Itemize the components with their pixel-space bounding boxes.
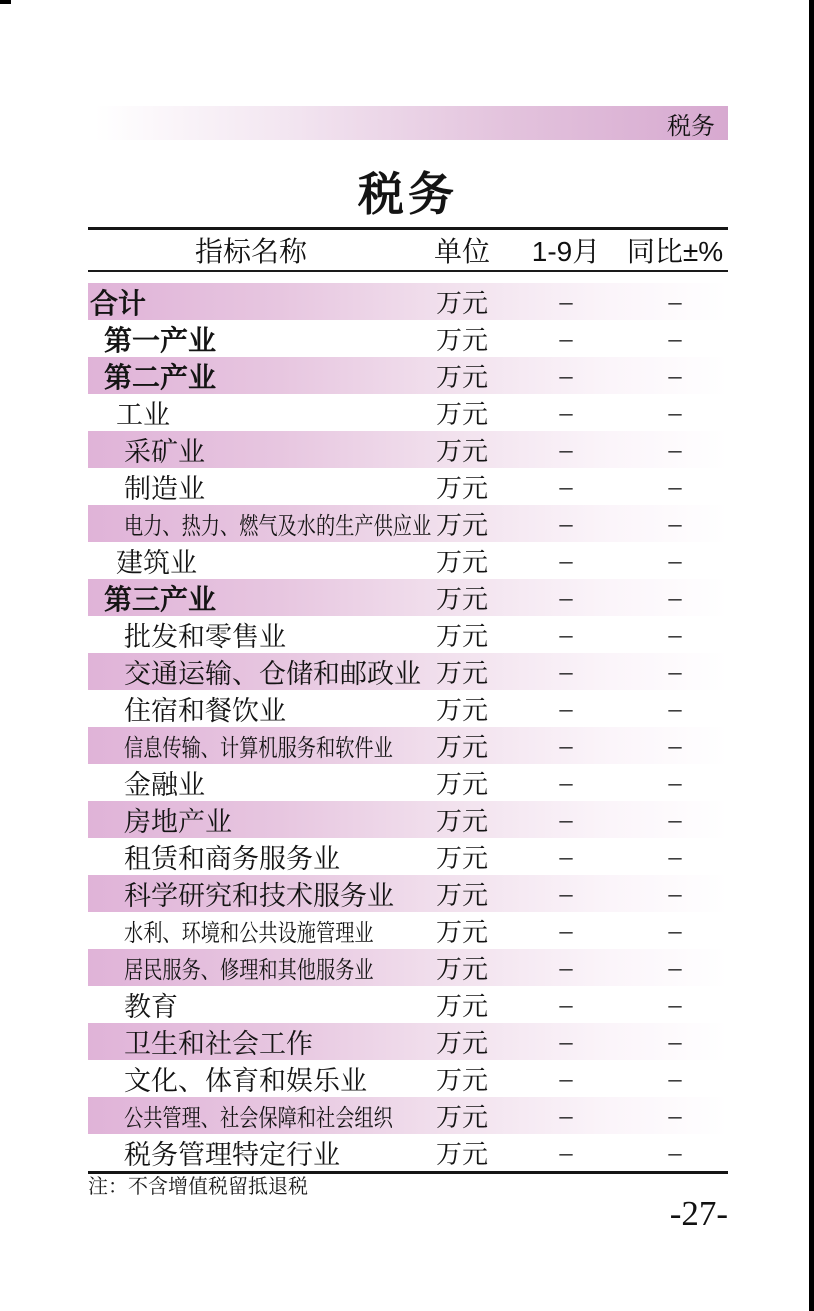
row-unit: 万元 — [435, 1103, 488, 1132]
table-row — [88, 394, 728, 431]
table-body — [88, 283, 728, 1171]
table-row — [88, 653, 728, 690]
statistics-table — [88, 227, 728, 1174]
row-value: – — [559, 989, 573, 1019]
row-label — [88, 874, 414, 913]
column-header-unit: 单位 — [433, 236, 490, 267]
row-label — [88, 1098, 414, 1133]
table-row — [88, 1097, 728, 1134]
row-yoy: – — [668, 360, 682, 390]
row-yoy: – — [668, 471, 682, 501]
row-value: – — [559, 471, 573, 501]
row-yoy: – — [668, 323, 682, 353]
row-label — [88, 800, 414, 839]
scan-artifact-right-edge — [809, 0, 814, 1311]
row-label-text: 租赁和商务服务业 — [124, 844, 340, 874]
row-value: – — [559, 1026, 573, 1056]
row-label — [88, 763, 414, 802]
row-value: – — [559, 360, 573, 390]
row-value: – — [559, 693, 573, 723]
row-label — [88, 913, 414, 948]
row-yoy: – — [668, 804, 682, 834]
row-yoy: – — [668, 545, 682, 575]
row-yoy: – — [668, 841, 682, 871]
row-value: – — [559, 878, 573, 908]
row-value: – — [559, 619, 573, 649]
row-label-text: 第一产业 — [104, 324, 217, 356]
row-value: – — [559, 915, 573, 945]
row-yoy: – — [668, 693, 682, 723]
row-yoy: – — [668, 1100, 682, 1130]
row-unit: 万元 — [435, 807, 488, 836]
row-unit: 万元 — [435, 400, 488, 429]
table-row — [88, 1023, 728, 1060]
row-yoy: – — [668, 619, 682, 649]
row-unit: 万元 — [435, 696, 488, 725]
row-value: – — [559, 656, 573, 686]
row-unit: 万元 — [435, 844, 488, 873]
table-row — [88, 1134, 728, 1171]
row-label — [88, 985, 414, 1024]
table-row — [88, 949, 728, 986]
row-label-text: 工业 — [116, 400, 170, 430]
row-yoy: – — [668, 989, 682, 1019]
row-unit: 万元 — [435, 881, 488, 910]
table-row — [88, 431, 728, 468]
row-label — [88, 1022, 414, 1061]
row-label-text: 电力、热力、燃气及水的生产供应业 — [124, 514, 432, 540]
row-label-text: 金融业 — [124, 770, 205, 800]
row-unit: 万元 — [435, 1140, 488, 1169]
row-label — [88, 728, 414, 763]
row-unit: 万元 — [435, 1029, 488, 1058]
row-unit: 万元 — [435, 511, 488, 540]
row-label-text: 住宿和餐饮业 — [124, 696, 286, 726]
row-value: – — [559, 286, 573, 316]
row-unit: 万元 — [435, 548, 488, 577]
row-unit: 万元 — [435, 585, 488, 614]
row-label-text: 税务管理特定行业 — [124, 1140, 340, 1170]
row-label-text: 居民服务、修理和其他服务业 — [124, 958, 374, 984]
row-unit: 万元 — [435, 955, 488, 984]
row-value: – — [559, 1063, 573, 1093]
row-label — [88, 356, 414, 396]
table-row — [88, 283, 728, 320]
row-unit: 万元 — [435, 918, 488, 947]
table-row — [88, 764, 728, 801]
table-row — [88, 912, 728, 949]
row-value: – — [559, 1137, 573, 1167]
table-row — [88, 1060, 728, 1097]
scan-artifact-corner — [0, 0, 11, 4]
row-label — [88, 837, 414, 876]
table-row — [88, 320, 728, 357]
table-row — [88, 542, 728, 579]
row-label-text: 合计 — [90, 287, 147, 319]
row-value: – — [559, 508, 573, 538]
table-row — [88, 838, 728, 875]
row-label-text: 房地产业 — [124, 807, 232, 837]
row-value: – — [559, 1100, 573, 1130]
row-label — [88, 652, 421, 691]
row-unit: 万元 — [435, 363, 488, 392]
row-unit: 万元 — [435, 770, 488, 799]
row-value: – — [559, 767, 573, 797]
row-label-text: 文化、体育和娱乐业 — [124, 1066, 367, 1096]
row-label-text: 第三产业 — [104, 583, 217, 615]
row-label-text: 科学研究和技术服务业 — [124, 881, 394, 911]
row-yoy: – — [668, 878, 682, 908]
section-banner-label: 税务 — [667, 112, 715, 140]
table-row — [88, 357, 728, 394]
row-yoy: – — [668, 286, 682, 316]
page-title: 税务 — [358, 169, 458, 220]
row-label-text: 第二产业 — [104, 361, 217, 393]
column-header-yoy: 同比±% — [626, 236, 724, 267]
row-label-text: 卫生和社会工作 — [124, 1029, 313, 1059]
row-label — [88, 578, 414, 618]
row-label — [88, 319, 414, 359]
row-unit: 万元 — [435, 289, 488, 318]
row-value: – — [559, 434, 573, 464]
row-value: – — [559, 730, 573, 760]
row-value: – — [559, 804, 573, 834]
row-value: – — [559, 952, 573, 982]
row-value: – — [559, 397, 573, 427]
row-value: – — [559, 582, 573, 612]
row-yoy: – — [668, 952, 682, 982]
row-label — [88, 506, 432, 541]
row-label — [88, 1059, 414, 1098]
table-row — [88, 727, 728, 764]
row-label — [88, 467, 414, 506]
row-label — [88, 541, 414, 580]
table-row — [88, 690, 728, 727]
row-yoy: – — [668, 397, 682, 427]
row-yoy: – — [668, 730, 682, 760]
row-yoy: – — [668, 656, 682, 686]
table-row — [88, 505, 728, 542]
row-yoy: – — [668, 1063, 682, 1093]
row-unit: 万元 — [435, 437, 488, 466]
row-label — [88, 615, 414, 654]
table-row — [88, 468, 728, 505]
row-label — [88, 282, 414, 322]
row-unit: 万元 — [435, 1066, 488, 1095]
column-header-period: 1-9月 — [531, 236, 601, 267]
row-yoy: – — [668, 1137, 682, 1167]
row-yoy: – — [668, 915, 682, 945]
section-banner — [95, 106, 728, 140]
row-yoy: – — [668, 508, 682, 538]
row-value: – — [559, 841, 573, 871]
row-label-text: 信息传输、计算机服务和软件业 — [124, 736, 393, 762]
table-header-row — [88, 230, 728, 270]
row-label-text: 批发和零售业 — [124, 622, 286, 652]
row-label — [88, 430, 414, 469]
row-label — [88, 950, 414, 985]
row-value: – — [559, 545, 573, 575]
row-label — [88, 689, 414, 728]
row-label-text: 教育 — [124, 992, 178, 1022]
row-yoy: – — [668, 1026, 682, 1056]
row-unit: 万元 — [435, 622, 488, 651]
row-label-text: 采矿业 — [124, 437, 205, 467]
row-yoy: – — [668, 767, 682, 797]
row-unit: 万元 — [435, 326, 488, 355]
row-label-text: 水利、环境和公共设施管理业 — [124, 921, 374, 947]
table-row — [88, 875, 728, 912]
table-row — [88, 986, 728, 1023]
row-label — [88, 393, 414, 432]
row-label-text: 交通运输、仓储和邮政业 — [124, 659, 421, 689]
row-value: – — [559, 323, 573, 353]
row-yoy: – — [668, 434, 682, 464]
footnote: 注：不含增值税留抵退税 — [88, 1176, 308, 1198]
table-row — [88, 801, 728, 838]
row-unit: 万元 — [435, 733, 488, 762]
row-label-text: 建筑业 — [116, 548, 197, 578]
row-unit: 万元 — [435, 659, 488, 688]
row-label — [88, 1133, 414, 1172]
page-number: -27- — [669, 1194, 728, 1233]
row-label-text: 制造业 — [124, 474, 205, 504]
row-unit: 万元 — [435, 992, 488, 1021]
row-label-text: 公共管理、社会保障和社会组织 — [124, 1106, 393, 1132]
table-row — [88, 616, 728, 653]
row-yoy: – — [668, 582, 682, 612]
column-header-indicator: 指标名称 — [194, 236, 307, 267]
table-row — [88, 579, 728, 616]
row-unit: 万元 — [435, 474, 488, 503]
